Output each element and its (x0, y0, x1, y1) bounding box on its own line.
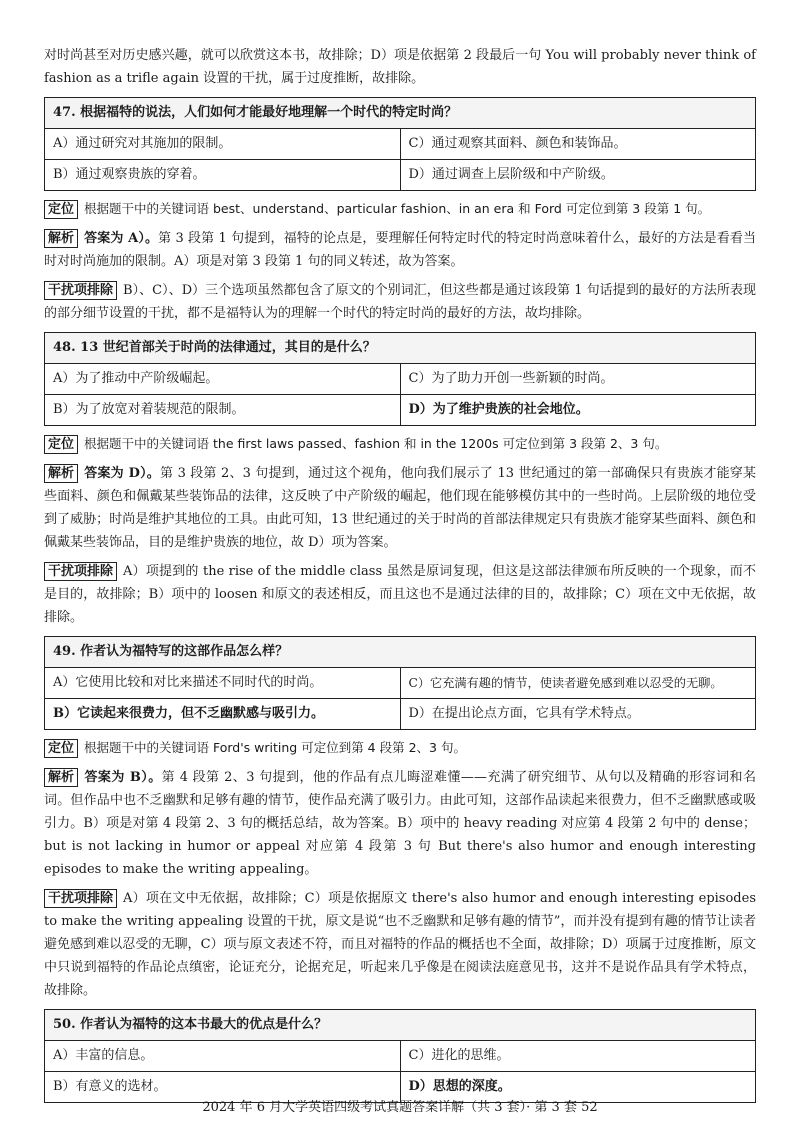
answer-text: 答案为 A）。 (84, 231, 159, 246)
page-content (44, 44, 756, 1109)
distractor-text: A）项在文中无依据，故排除；C）项是依据原文 there's also humor and enough interesting episodes to make the writing appealing 设置的干扰，原文是说“也不乏幽默和足够有趣的情节”，而并没有提到有趣的情节让读者避免感到难以忍受的无聊，C）项与原文表述不符，而且对福特的作品的概括也不全面，故排除；D）项属于过度推断，原文中只说到福特的作品论点缜密，论证充分，论据充足，听起来几乎像是在阅读法庭意见书，这并不是说作品具有学术特点，故排除。 (44, 891, 756, 998)
answer-text: 答案为 D）。 (84, 466, 161, 481)
question-48-table (44, 332, 756, 426)
distractor-label: 干扰项排除 (44, 889, 117, 908)
locate-text: 根据题干中的关键词语 the first laws passed、fashion 和 in the 1200s 可定位到第 3 段第 2、3 句。 (84, 436, 668, 451)
intro-paragraph: 对时尚甚至对历史感兴趣，就可以欣赏这本书，故排除；D）项是依据第 2 段最后一句 You will probably never think of fashion as a trifle again 设置的干扰，属于过度推断，故排除。 (44, 48, 756, 86)
locate-block (44, 736, 756, 760)
option-b: B）有意义的选材。 (45, 1072, 401, 1103)
page-footer: 2024 年 6 月大学英语四级考试真题答案详解（共 3 套）· 第 3 套 52 (202, 1100, 598, 1115)
option-d: D）通过调查上层阶级和中产阶级。 (400, 160, 756, 191)
locate-label: 定位 (44, 435, 78, 454)
analysis-block (44, 462, 756, 554)
option-c: C）为了助力开创一些新颖的时尚。 (400, 364, 756, 395)
analysis-label: 解析 (44, 768, 78, 787)
question-title: 48. 13 世纪首部关于时尚的法律通过，其目的是什么？ (45, 333, 756, 364)
option-c: C）进化的思维。 (400, 1041, 756, 1072)
distractor-label: 干扰项排除 (44, 562, 117, 581)
analysis-block (44, 227, 756, 273)
distractor-block (44, 887, 756, 1002)
distractor-label: 干扰项排除 (44, 281, 117, 300)
analysis-label: 解析 (44, 464, 78, 483)
analysis-text: 第 3 段第 1 句提到，福特的论点是，要理解任何特定时代的特定时尚意味着什么，最好的方法是看看当时对时尚施加的限制。A）项是对第 3 段第 1 句的同义转述，故为答案。 (44, 231, 756, 269)
option-a: A）它使用比较和对比来描述不同时代的时尚。 (45, 668, 401, 699)
question-50-table (44, 1009, 756, 1103)
option-a: A）通过研究对其施加的限制。 (45, 129, 401, 160)
locate-block (44, 197, 756, 221)
option-d: D）为了维护贵族的社会地位。 (400, 395, 756, 426)
option-a: A）丰富的信息。 (45, 1041, 401, 1072)
distractor-text: B）、C）、D）三个选项虽然都包含了原文的个别词汇，但这些都是通过该段第 1 句话提到的最好的方法所表现的部分细节设置的干扰，都不是福特认为的理解一个时代的特定时尚的最好的方法，故均排除。 (44, 283, 756, 321)
distractor-block (44, 279, 756, 325)
locate-label: 定位 (44, 739, 78, 758)
distractor-block (44, 560, 756, 629)
option-b: B）它读起来很费力，但不乏幽默感与吸引力。 (45, 699, 401, 730)
analysis-block (44, 766, 756, 881)
question-49-table (44, 636, 756, 730)
analysis-text: 第 3 段第 2、3 句提到，通过这个视角，他向我们展示了 13 世纪通过的第一部确保只有贵族才能穿某些面料、颜色和佩戴某些装饰品的法律，这反映了中产阶级的崛起，他们现在能够模仿其中的一些时尚。上层阶级的地位受到了威胁；时尚是维护其地位的工具。由此可知，13 世纪通过的关于时尚的首部法律规定只有贵族才能穿某些面料、颜色和佩戴某些装饰品，目的是维护贵族的地位，故 D）项为答案。 (44, 466, 756, 550)
option-b: B）为了放宽对着装规范的限制。 (45, 395, 401, 426)
distractor-text: A）项提到的 the rise of the middle class 虽然是原词复现，但这是这部法律颁布所反映的一个现象，而不是目的，故排除；B）项中的 loosen 和原文的表述相反，而且这也不是通过法律的目的，故排除；C）项在文中无依据，故排除。 (44, 564, 756, 625)
answer-text: 答案为 B）。 (84, 770, 162, 785)
option-c: C）它充满有趣的情节，使读者避免感到难以忍受的无聊。 (400, 668, 756, 699)
locate-text: 根据题干中的关键词语 best、understand、particular fashion、in an era 和 Ford 可定位到第 3 段第 1 句。 (84, 201, 711, 216)
option-d: D）思想的深度。 (400, 1072, 756, 1103)
option-d: D）在提出论点方面，它具有学术特点。 (400, 699, 756, 730)
question-title: 47. 根据福特的说法，人们如何才能最好地理解一个时代的特定时尚？ (45, 98, 756, 129)
option-c: C）通过观察其面料、颜色和装饰品。 (400, 129, 756, 160)
analysis-label: 解析 (44, 229, 78, 248)
locate-label: 定位 (44, 200, 78, 219)
analysis-text: 第 4 段第 2、3 句提到，他的作品有点儿晦涩难懂——充满了研究细节、从句以及精确的形容词和名词。但作品中也不乏幽默和足够有趣的情节，使作品充满了吸引力。由此可知，这部作品读起来很费力，但不乏幽默感或吸引力。B）项是对第 4 段第 2、3 句的概括总结，故为答案。B）项中的 heavy reading 对应第 4 段第 2 句中的 dense；but is not lacking in humor or appeal 对应第 4 段第 3 句 But there's also humor and enough interesting episodes to make the writing appealing。 (44, 770, 757, 877)
option-b: B）通过观察贵族的穿着。 (45, 160, 401, 191)
question-47-table (44, 97, 756, 191)
question-title: 50. 作者认为福特的这本书最大的优点是什么？ (45, 1010, 756, 1041)
locate-block (44, 432, 756, 456)
question-title: 49. 作者认为福特写的这部作品怎么样？ (45, 637, 756, 668)
option-a: A）为了推动中产阶级崛起。 (45, 364, 401, 395)
locate-text: 根据题干中的关键词语 Ford's writing 可定位到第 4 段第 2、3 句。 (84, 740, 466, 755)
